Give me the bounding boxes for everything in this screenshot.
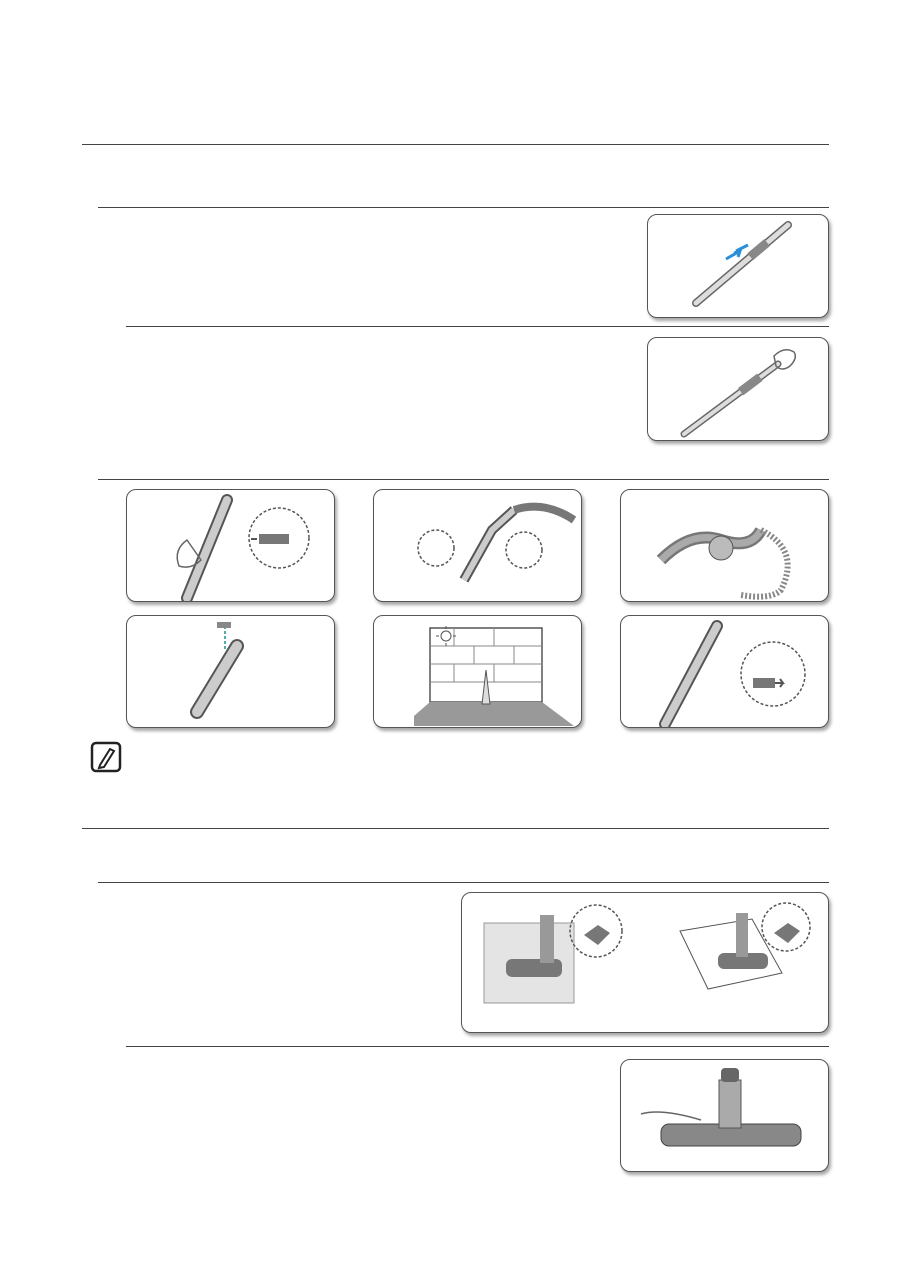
handle-unlock-illustration bbox=[126, 489, 335, 602]
step-1-rule bbox=[98, 207, 829, 208]
telescopic-tube-illustration bbox=[647, 214, 829, 318]
section-1-rule bbox=[82, 144, 829, 145]
section-2-rule bbox=[82, 828, 829, 829]
brush-carpet-floor-illustration bbox=[461, 892, 829, 1033]
step-3-sub-rule bbox=[126, 1046, 829, 1047]
brush-clean-illustration bbox=[620, 1059, 829, 1172]
handle-lock-illustration bbox=[620, 615, 829, 728]
hose-handle-illustration bbox=[620, 489, 829, 602]
tube-hand-illustration bbox=[647, 337, 829, 441]
note-icon bbox=[90, 741, 122, 773]
handle-dry-illustration bbox=[373, 615, 582, 728]
step-1-sub-rule bbox=[126, 326, 829, 327]
handle-detach-illustration bbox=[373, 489, 582, 602]
handle-rinse-illustration bbox=[126, 615, 335, 728]
step-2-rule bbox=[98, 479, 829, 480]
step-3-rule bbox=[98, 882, 829, 883]
